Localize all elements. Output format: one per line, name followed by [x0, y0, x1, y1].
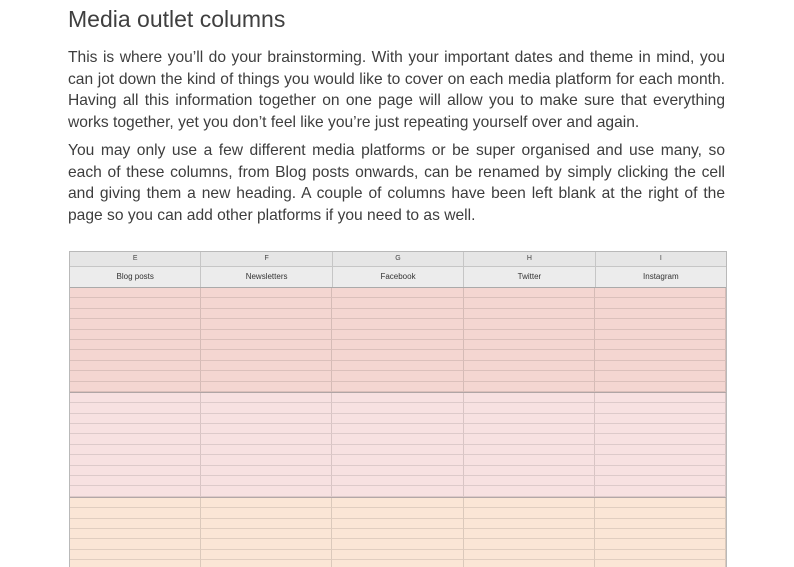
- sheet-cell[interactable]: [464, 350, 595, 360]
- sheet-cell[interactable]: [464, 508, 595, 518]
- sheet-cell[interactable]: [595, 361, 726, 371]
- sheet-cell[interactable]: [332, 361, 463, 371]
- sheet-cell[interactable]: [332, 519, 463, 529]
- month-band: [70, 288, 726, 393]
- sheet-cell[interactable]: [201, 529, 332, 539]
- sheet-cell[interactable]: [332, 466, 463, 476]
- header-cell-blog-posts[interactable]: Blog posts: [70, 267, 201, 287]
- sheet-cell[interactable]: [201, 434, 332, 444]
- sheet-cell[interactable]: [595, 382, 726, 392]
- sheet-cell[interactable]: [595, 393, 726, 403]
- sheet-row: [70, 371, 726, 381]
- sheet-cell[interactable]: [464, 393, 595, 403]
- column-letter-i[interactable]: I: [659, 255, 662, 262]
- header-cell-newsletters[interactable]: Newsletters: [201, 267, 332, 287]
- sheet-cell[interactable]: [70, 455, 201, 465]
- sheet-cell[interactable]: [464, 340, 595, 350]
- sheet-cell[interactable]: [595, 508, 726, 518]
- sheet-cell[interactable]: [201, 350, 332, 360]
- sheet-cell[interactable]: [70, 298, 201, 308]
- sheet-cell[interactable]: [464, 330, 595, 340]
- sheet-row: [70, 309, 726, 319]
- sheet-cell[interactable]: [595, 466, 726, 476]
- column-letter-h[interactable]: H: [464, 252, 595, 266]
- sheet-cell[interactable]: [70, 560, 201, 567]
- sheet-cell[interactable]: [595, 298, 726, 308]
- sheet-row: [70, 445, 726, 455]
- sheet-cell[interactable]: [332, 382, 463, 392]
- sheet-cell[interactable]: [332, 550, 463, 560]
- sheet-cell[interactable]: [595, 445, 726, 455]
- sheet-cell[interactable]: [70, 330, 201, 340]
- sheet-cell[interactable]: [70, 529, 201, 539]
- sheet-cell[interactable]: [332, 508, 463, 518]
- sheet-cell[interactable]: [464, 476, 595, 486]
- sheet-cell[interactable]: [201, 519, 332, 529]
- month-band: [70, 393, 726, 498]
- sheet-cell[interactable]: [595, 350, 726, 360]
- column-letter-f[interactable]: F: [201, 252, 332, 266]
- sheet-cell[interactable]: [201, 288, 332, 298]
- sheet-cell[interactable]: [332, 529, 463, 539]
- sheet-cell[interactable]: [464, 309, 595, 319]
- header-cell-instagram[interactable]: Instagram: [643, 272, 679, 281]
- sheet-cell[interactable]: [595, 550, 726, 560]
- sheet-cell[interactable]: [201, 340, 332, 350]
- sheet-cell[interactable]: [201, 466, 332, 476]
- sheet-cell[interactable]: [464, 361, 595, 371]
- sheet-row: [70, 550, 726, 560]
- sheet-cell[interactable]: [332, 298, 463, 308]
- sheet-cell[interactable]: [332, 403, 463, 413]
- sheet-cell[interactable]: [201, 560, 332, 567]
- sheet-row: [70, 382, 726, 392]
- sheet-row: [70, 498, 726, 508]
- sheet-cell[interactable]: [332, 455, 463, 465]
- sheet-cell[interactable]: [464, 550, 595, 560]
- sheet-cell[interactable]: [70, 403, 201, 413]
- sheet-cell[interactable]: [595, 309, 726, 319]
- sheet-row: [70, 288, 726, 298]
- sheet-cell[interactable]: [464, 486, 595, 496]
- sheet-cell[interactable]: [332, 476, 463, 486]
- sheet-cell[interactable]: [332, 424, 463, 434]
- month-band: [70, 498, 726, 567]
- sheet-row: [70, 350, 726, 360]
- sheet-cell[interactable]: [201, 539, 332, 549]
- sheet-cell[interactable]: [595, 330, 726, 340]
- sheet-cell[interactable]: [70, 550, 201, 560]
- sheet-cell[interactable]: [464, 319, 595, 329]
- sheet-row: [70, 486, 726, 496]
- sheet-cell[interactable]: [201, 393, 332, 403]
- sheet-cell[interactable]: [464, 529, 595, 539]
- sheet-cell[interactable]: [332, 319, 463, 329]
- sheet-cell[interactable]: [595, 288, 726, 298]
- sheet-cell[interactable]: [332, 539, 463, 549]
- sheet-row: [70, 298, 726, 308]
- sheet-cell[interactable]: [464, 466, 595, 476]
- column-header-row: [70, 267, 726, 288]
- sheet-cell[interactable]: [332, 560, 463, 567]
- sheet-row: [70, 529, 726, 539]
- sheet-row: [70, 361, 726, 371]
- sheet-cell[interactable]: [595, 414, 726, 424]
- sheet-cell[interactable]: [70, 288, 201, 298]
- sheet-row: [70, 393, 726, 403]
- sheet-cell[interactable]: [464, 455, 595, 465]
- sheet-cell[interactable]: [464, 424, 595, 434]
- sheet-cell[interactable]: [595, 539, 726, 549]
- sheet-cell[interactable]: [332, 393, 463, 403]
- sheet-cell[interactable]: [70, 319, 201, 329]
- intro-paragraph: This is where you’ll do your brainstorming. With your important dates and theme in mind, you can jot down the kind of things you would like to cover on each media platform for each month. Having all this information together on one page will allow you to make sure that everything works together, yet you don’t feel like you’re just repeating yourself over and again.: [68, 49, 725, 131]
- sheet-row: [70, 466, 726, 476]
- column-letter-g[interactable]: G: [333, 252, 464, 266]
- sheet-cell[interactable]: [595, 560, 726, 567]
- sheet-row: [70, 340, 726, 350]
- sheet-cell[interactable]: [201, 455, 332, 465]
- sheet-cell[interactable]: [201, 498, 332, 508]
- sheet-cell[interactable]: [70, 414, 201, 424]
- sheet-cell[interactable]: [595, 486, 726, 496]
- sheet-row: [70, 476, 726, 486]
- sheet-row: [70, 508, 726, 518]
- sheet-cell[interactable]: [595, 476, 726, 486]
- sheet-cell[interactable]: [332, 434, 463, 444]
- sheet-row: [70, 319, 726, 329]
- sheet-cell[interactable]: [201, 445, 332, 455]
- sheet-cell[interactable]: [70, 424, 201, 434]
- sheet-cell[interactable]: [70, 466, 201, 476]
- sheet-cell[interactable]: [332, 486, 463, 496]
- sheet-cell[interactable]: [464, 445, 595, 455]
- sheet-cell[interactable]: [70, 445, 201, 455]
- sheet-row: [70, 455, 726, 465]
- sheet-cell[interactable]: [201, 371, 332, 381]
- sheet-cell[interactable]: [70, 539, 201, 549]
- sheet-cell[interactable]: [70, 519, 201, 529]
- sheet-cell[interactable]: [464, 382, 595, 392]
- sheet-cell[interactable]: [464, 519, 595, 529]
- sheet-cell[interactable]: [595, 340, 726, 350]
- sheet-cell[interactable]: [201, 361, 332, 371]
- sheet-cell[interactable]: [70, 371, 201, 381]
- sheet-cell[interactable]: [201, 476, 332, 486]
- sheet-cell[interactable]: [70, 361, 201, 371]
- sheet-cell[interactable]: [595, 529, 726, 539]
- month-bands: [70, 288, 726, 567]
- sheet-cell[interactable]: [464, 414, 595, 424]
- sheet-cell[interactable]: [595, 434, 726, 444]
- sheet-cell[interactable]: [332, 330, 463, 340]
- sheet-cell[interactable]: [464, 498, 595, 508]
- sheet-cell[interactable]: [332, 498, 463, 508]
- sheet-row: [70, 424, 726, 434]
- spreadsheet-preview: [69, 251, 727, 567]
- sheet-cell[interactable]: [201, 486, 332, 496]
- sheet-row: [70, 539, 726, 549]
- sheet-cell[interactable]: [70, 434, 201, 444]
- sheet-cell[interactable]: [70, 340, 201, 350]
- column-letter-row: [70, 252, 726, 267]
- sheet-cell[interactable]: [332, 371, 463, 381]
- sheet-cell[interactable]: [332, 309, 463, 319]
- sheet-cell[interactable]: [70, 393, 201, 403]
- sheet-cell[interactable]: [464, 403, 595, 413]
- sheet-cell[interactable]: [201, 424, 332, 434]
- sheet-cell[interactable]: [70, 498, 201, 508]
- sheet-cell[interactable]: [464, 371, 595, 381]
- sheet-cell[interactable]: [464, 288, 595, 298]
- sheet-cell[interactable]: [332, 414, 463, 424]
- sheet-cell[interactable]: [70, 486, 201, 496]
- sheet-cell[interactable]: [201, 414, 332, 424]
- sheet-row: [70, 330, 726, 340]
- sheet-cell[interactable]: [464, 434, 595, 444]
- sheet-cell[interactable]: [201, 319, 332, 329]
- sheet-cell[interactable]: [70, 309, 201, 319]
- sheet-cell[interactable]: [595, 455, 726, 465]
- sheet-cell[interactable]: [201, 309, 332, 319]
- sheet-cell[interactable]: [595, 498, 726, 508]
- sheet-cell[interactable]: [595, 371, 726, 381]
- sheet-cell[interactable]: [70, 508, 201, 518]
- sheet-cell[interactable]: [595, 403, 726, 413]
- sheet-cell[interactable]: [332, 288, 463, 298]
- sheet-row: [70, 403, 726, 413]
- sheet-cell[interactable]: [201, 508, 332, 518]
- sheet-cell[interactable]: [464, 539, 595, 549]
- sheet-cell[interactable]: [201, 403, 332, 413]
- sheet-cell[interactable]: [70, 476, 201, 486]
- header-cell-facebook[interactable]: Facebook: [333, 267, 464, 287]
- sheet-cell[interactable]: [332, 340, 463, 350]
- sheet-cell[interactable]: [201, 550, 332, 560]
- sheet-cell[interactable]: [201, 330, 332, 340]
- sheet-cell[interactable]: [332, 445, 463, 455]
- sheet-cell[interactable]: [464, 298, 595, 308]
- sheet-row: [70, 414, 726, 424]
- sheet-cell[interactable]: [201, 382, 332, 392]
- page-title: Media outlet columns: [68, 6, 286, 32]
- sheet-cell[interactable]: [595, 519, 726, 529]
- instructions-paragraph: You may only use a few different media platforms or be super organised and use many, so each of these columns, from Blog posts onwards, can be renamed by simply clicking the cell and giving them a new heading. A couple of columns have been left blank at the right of the page so you can add other platforms if you need to as well.: [68, 142, 725, 224]
- sheet-cell[interactable]: [332, 350, 463, 360]
- sheet-cell[interactable]: [595, 319, 726, 329]
- header-cell-twitter[interactable]: Twitter: [464, 267, 595, 287]
- sheet-cell[interactable]: [201, 298, 332, 308]
- sheet-cell[interactable]: [70, 382, 201, 392]
- column-letter-e[interactable]: E: [70, 252, 201, 266]
- sheet-cell[interactable]: [464, 560, 595, 567]
- sheet-row: [70, 434, 726, 444]
- sheet-cell[interactable]: [70, 350, 201, 360]
- sheet-cell[interactable]: [595, 424, 726, 434]
- sheet-row: [70, 519, 726, 529]
- sheet-row: [70, 560, 726, 567]
